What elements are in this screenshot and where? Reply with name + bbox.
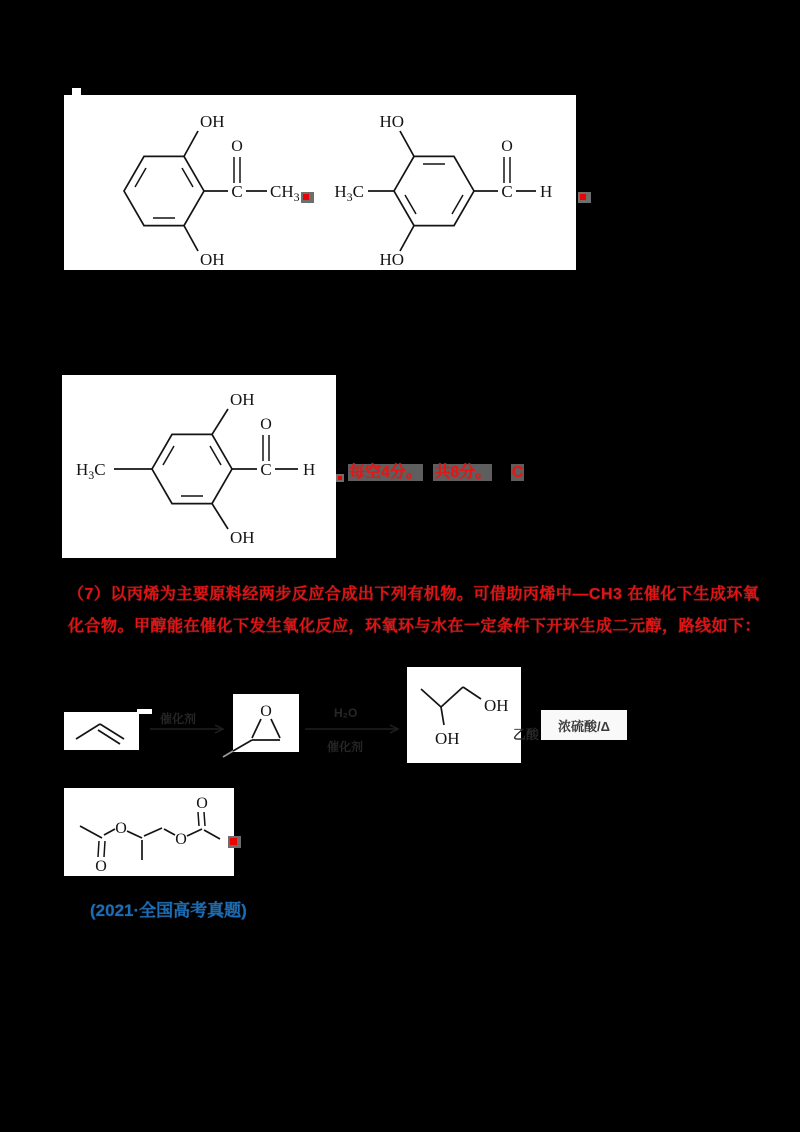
- grading-marker: [336, 474, 344, 482]
- atom-label: O: [95, 858, 107, 875]
- atom-label: OH: [230, 390, 255, 409]
- reaction-arrow-1: [150, 722, 230, 736]
- structure-box-1: [64, 95, 576, 270]
- red-dot-icon: [230, 838, 237, 845]
- condition-label-2-bottom: 催化剂: [327, 740, 364, 754]
- atom-label: O: [115, 820, 127, 837]
- red-dot-icon: [580, 194, 586, 200]
- structure-box-epoxide: [219, 692, 311, 764]
- atom-label: O: [175, 831, 187, 848]
- structure-box-glycol: [407, 667, 521, 763]
- atom-label: $H_3C$: [76, 460, 106, 482]
- molecule-diacetate: [64, 788, 234, 876]
- molecule-propene: [64, 712, 139, 750]
- condition-label-3: 乙酸: [513, 727, 540, 742]
- molecule-dihydroxymethylbenzaldehyde-2: [76, 390, 315, 547]
- red-dot-icon: [338, 476, 342, 480]
- grading-marker: [578, 192, 591, 203]
- condition-label-2-top: H₂O: [334, 706, 358, 720]
- atom-label: O: [196, 795, 208, 812]
- structure-box-2: [62, 375, 336, 558]
- atom-label: OH: [435, 729, 460, 748]
- structures-svg-1: [64, 95, 576, 270]
- score-note-part1: 每空4分。: [349, 464, 422, 481]
- molecule-propylene-glycol: [407, 667, 521, 763]
- grading-marker: [228, 836, 241, 848]
- score-note-part2: 共8分。: [434, 464, 492, 481]
- atom-label: O: [231, 138, 243, 155]
- molecule-dihydroxymethylbenzaldehyde: [334, 112, 552, 269]
- atom-label: C: [260, 460, 272, 479]
- atom-label: $H_3C$: [334, 182, 364, 204]
- answer-box: 浓硫酸/Δ: [541, 710, 627, 740]
- reaction-arrow-2: [305, 722, 405, 736]
- atom-label: O: [260, 416, 272, 433]
- atom-label: OH: [200, 112, 225, 131]
- grading-marker: [301, 192, 314, 203]
- question-paragraph-line2: 化合物。甲醇能在催化下发生氧化反应，环氧环与水在一定条件下开环生成二元醇，路线如下：: [68, 618, 762, 635]
- atom-label: OH: [230, 528, 255, 547]
- atom-label: $CH_3$: [270, 182, 300, 204]
- atom-label: OH: [200, 250, 225, 269]
- molecule-dihydroxyacetophenone: [124, 112, 300, 269]
- question-paragraph-line1: （7）以丙烯为主要原料经两步反应合成出下列有机物。可借助丙烯中—CH3 在催化下生成环氧: [68, 586, 760, 603]
- condition-label-1: 催化剂: [160, 712, 197, 726]
- citation-text: (2021·全国高考真题): [90, 901, 247, 920]
- arrow-tail-dash: [137, 709, 152, 714]
- red-dot-icon: [303, 194, 309, 200]
- atom-label: H: [303, 460, 316, 479]
- atom-label: H: [540, 182, 553, 201]
- structures-svg-2: [62, 375, 336, 558]
- atom-label: OH: [484, 696, 509, 715]
- atom-label: HO: [379, 112, 404, 131]
- structure-box-propene: [64, 712, 139, 750]
- atom-label: C: [501, 182, 513, 201]
- atom-label: O: [501, 138, 513, 155]
- atom-label: HO: [379, 250, 404, 269]
- structure-box-diacetate: [64, 788, 234, 876]
- atom-label: C: [231, 182, 243, 201]
- score-note-suffix: C: [511, 464, 524, 481]
- atom-label: O: [260, 703, 272, 720]
- score-note: [348, 463, 524, 483]
